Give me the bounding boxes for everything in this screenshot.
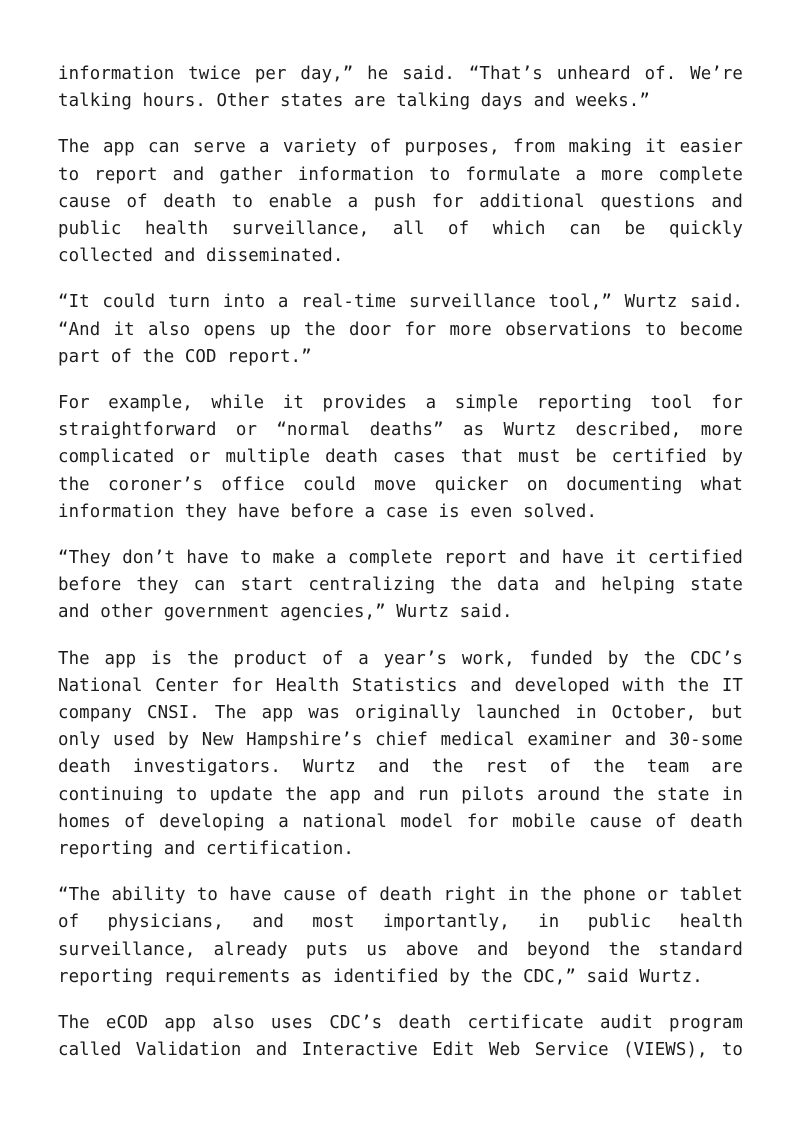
- paragraph-2: The app can serve a variety of purposes, from making it easier to report and gather information to formulate a more complete cause of death to enable a push for additional questions and public health surveillance, all of which can be quickly collected and disseminated.: [58, 137, 743, 267]
- paragraph-3: “It could turn into a real-time surveillance tool,” Wurtz said. “And it also opens up the door for more observations to become part of the COD report.”: [58, 292, 743, 367]
- paragraph-6: The app is the product of a year’s work, funded by the CDC’s National Center for Health Statistics and developed with the IT company CNSI. The app was originally launched in October, but only used by New Hampshire’s chief medical examiner and 30-some death investigators. Wurtz and the rest of the team are continuing to update the app and run pilots around the state in homes of developing a national model for mobile cause of death reporting and certification.: [58, 648, 743, 860]
- article-body: [58, 61, 743, 1084]
- paragraph-1: information twice per day,” he said. “That’s unheard of. We’re talking hours. Other states are talking days and weeks.”: [58, 64, 743, 112]
- paragraph-8: The eCOD app also uses CDC’s death certificate audit program called Validation and Interactive Edit Web Service (VIEWS), to: [58, 1013, 743, 1061]
- paragraph-7: “The ability to have cause of death right in the phone or tablet of physicians, and most importantly, in public health surveillance, already puts us above and beyond the standard reporting requirements as identified by the CDC,” said Wurtz.: [58, 885, 743, 987]
- paragraph-4: For example, while it provides a simple reporting tool for straightforward or “normal deaths” as Wurtz described, more complicated or multiple death cases that must be certified by the coroner’s office could move quicker on documenting what information they have before a case is even solved.: [58, 393, 743, 522]
- paragraph-5: “They don’t have to make a complete report and have it certified before they can start centralizing the data and helping state and other government agencies,” Wurtz said.: [58, 548, 743, 623]
